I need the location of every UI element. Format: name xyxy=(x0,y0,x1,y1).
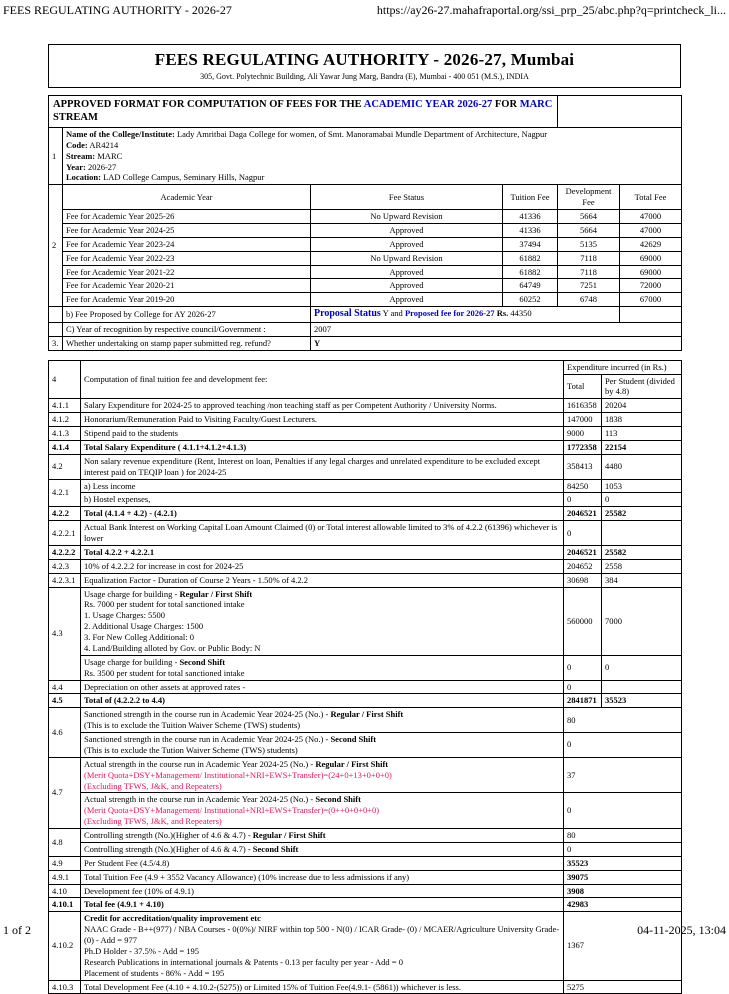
comp-row-4-2-1a xyxy=(49,479,682,493)
comp-total: 358413 xyxy=(564,454,602,479)
credit-line: Ph.D Holder - 37.5% - Add = 195 xyxy=(84,945,200,956)
fee-status: Approved xyxy=(311,223,503,237)
col-total-fee: Total Fee xyxy=(620,185,682,210)
institute-code-label: Code: xyxy=(66,139,88,150)
strength-line xyxy=(84,794,560,805)
strength-note: (This is to exclude the Tuition Waiver Scheme (TWS) students) xyxy=(84,720,301,731)
comp-no: 4.2 xyxy=(49,454,81,479)
print-header-url: https://ay26-27.mahafraportal.org/ssi_prp_25/abc.php?q=printcheck_li... xyxy=(376,3,726,17)
fee-year: Fee for Academic Year 2019-20 xyxy=(63,293,311,307)
comp-row-4-10-3 xyxy=(49,980,682,994)
print-footer-page-info: 1 of 2 xyxy=(3,923,31,937)
comp-row-4-2-3 xyxy=(49,559,682,573)
fee-development: 5135 xyxy=(558,237,620,251)
comp-value: 80 xyxy=(564,708,682,733)
comp-total: 0 xyxy=(564,680,602,694)
proposed-fee-row xyxy=(49,307,682,323)
usage-charge-shift: Second Shift xyxy=(179,656,226,667)
recognition-row-no-empty xyxy=(49,322,63,336)
credit-title: Credit for accreditation/quality improvement etc xyxy=(84,913,261,924)
col-total: Total xyxy=(564,374,602,399)
fee-year: Fee for Academic Year 2023-24 xyxy=(63,237,311,251)
comp-value: 42983 xyxy=(564,898,682,912)
comp-desc xyxy=(81,733,564,758)
comp-desc: Equalization Factor - Duration of Course 2 Years - 1.50% of 4.2.2 xyxy=(81,573,564,587)
comp-desc: Total Tuition Fee (4.9 + 3552 Vacancy Allowance) (10% increase due to less admissions if any) xyxy=(81,870,564,884)
undertaking-value: Y xyxy=(311,336,682,350)
institute-year-value: 2026-27 xyxy=(85,161,117,172)
credit-line: Placement of students - 86% - Add = 195 xyxy=(84,967,225,978)
institute-name-value: Lady Amritbai Daga College for women, of Smt. Manoramabai Mundle Department of Architecture, Nagpur xyxy=(174,128,548,139)
usage-charge-title-line xyxy=(84,657,560,668)
recognition-label: C) Year of recognition by respective council/Government : xyxy=(63,322,311,336)
institute-name-label: Name of the College/Institute: xyxy=(66,128,175,139)
usage-charge-line: 2. Additional Usage Charges: 1500 xyxy=(84,621,204,632)
comp-desc: Honorarium/Remuneration Paid to Visiting Faculty/Guest Lecturers. xyxy=(81,413,564,427)
fee-total: 47000 xyxy=(620,223,682,237)
comp-row-4-3-second-shift xyxy=(49,655,682,680)
comp-row-4-2-3-1 xyxy=(49,573,682,587)
comp-row-4-1-4 xyxy=(49,440,682,454)
fee-year: Fee for Academic Year 2024-25 xyxy=(63,223,311,237)
fee-status: Approved xyxy=(311,237,503,251)
comp-no: 4.3 xyxy=(49,587,81,680)
recognition-row xyxy=(49,322,682,336)
proposed-fee-label: b) Fee Proposed by College for AY 2026-27 xyxy=(63,307,311,323)
comp-per: 25582 xyxy=(602,545,682,559)
proposed-fee-row-no-empty xyxy=(49,307,63,323)
fee-tuition: 60252 xyxy=(503,293,558,307)
comp-total: 2046521 xyxy=(564,507,602,521)
fee-total: 67000 xyxy=(620,293,682,307)
comp-no: 4.7 xyxy=(49,757,81,828)
comp-no: 4.8 xyxy=(49,829,81,857)
strength-shift: Second Shift xyxy=(330,734,377,745)
institute-location-label: Location: xyxy=(66,172,101,183)
institute-year-line xyxy=(66,162,678,173)
comp-value: 80 xyxy=(564,829,682,843)
comp-desc xyxy=(81,842,564,856)
usage-charge-title-line xyxy=(84,589,560,600)
fee-year: Fee for Academic Year 2020-21 xyxy=(63,279,311,293)
approved-academic-year: ACADEMIC YEAR 2026-27 xyxy=(363,99,493,110)
approved-stream: MARC xyxy=(519,99,553,110)
fee-year: Fee for Academic Year 2025-26 xyxy=(63,210,311,224)
print-header xyxy=(3,3,726,18)
institute-name-line xyxy=(66,129,678,140)
approved-format-empty-cell xyxy=(558,96,682,128)
strength-shift: Second Shift xyxy=(252,843,299,854)
comp-no: 4.4 xyxy=(49,680,81,694)
comp-per: 1838 xyxy=(602,413,682,427)
comp-no: 4.2.3 xyxy=(49,559,81,573)
strength-note: (This is to exclude the Tution Waiver Scheme (TWS) students) xyxy=(84,744,298,755)
strength-text: Actual strength in the course run in Academic Year 2024-25 (No.) - xyxy=(84,758,316,769)
proposed-fee-for-label: Proposed fee for 2026-27 xyxy=(404,308,495,319)
col-fee-status: Fee Status xyxy=(311,185,503,210)
comp-per: 0 xyxy=(602,493,682,507)
comp-row-no: 4 xyxy=(49,360,81,399)
comp-total: 1616358 xyxy=(564,399,602,413)
fee-tuition: 41336 xyxy=(503,210,558,224)
comp-total: 2046521 xyxy=(564,545,602,559)
quota-breakup-line: (Merit Quota+DSY+Management/ Institutional+NRI+EWS+Transfer)=(24+0+13+0+0+0) xyxy=(84,769,392,780)
comp-no: 4.2.2.1 xyxy=(49,521,81,546)
comp-row-4-1-2 xyxy=(49,413,682,427)
comp-no: 4.1.2 xyxy=(49,413,81,427)
institute-code-value: AR4214 xyxy=(87,139,119,150)
col-tuition-fee: Tuition Fee xyxy=(503,185,558,210)
fee-history-row xyxy=(49,237,682,251)
comp-row-4-2-2-2 xyxy=(49,545,682,559)
usage-charge-line: 4. Land/Building alloted by Gov. or Public Body: N xyxy=(84,642,261,653)
comp-desc: Development fee (10% of 4.9.1) xyxy=(81,884,564,898)
fee-development: 6748 xyxy=(558,293,620,307)
comp-per: 1053 xyxy=(602,479,682,493)
computation-title: Computation of final tuition fee and development fee: xyxy=(81,360,564,399)
comp-desc xyxy=(81,829,564,843)
comp-row-4-2-2 xyxy=(49,507,682,521)
comp-no: 4.1.4 xyxy=(49,440,81,454)
comp-row-4-7-first-shift xyxy=(49,757,682,793)
usage-charge-line: Rs. 7000 per student for total sanctioned intake xyxy=(84,599,245,610)
comp-per: 0 xyxy=(602,655,682,680)
authority-address: 305, Govt. Polytechnic Building, Ali Yawar Jung Marg, Bandra (E), Mumbai - 400 051 (M.S.), INDIA xyxy=(200,72,529,81)
comp-total: 2841871 xyxy=(564,694,602,708)
institute-code-line xyxy=(66,140,678,151)
fee-history-header-row xyxy=(49,185,682,210)
fee-history-row xyxy=(49,293,682,307)
print-footer-datetime: 04-11-2025, 13:04 xyxy=(637,923,726,937)
fee-status: No Upward Revision xyxy=(311,251,503,265)
comp-no: 4.2.2.2 xyxy=(49,545,81,559)
strength-text: Actual strength in the course run in Academic Year 2024-25 (No.) - xyxy=(84,794,316,805)
col-per-student: Per Student (divided by 4.8) xyxy=(602,374,682,399)
fee-total: 47000 xyxy=(620,210,682,224)
institute-location-line xyxy=(66,172,678,183)
comp-per: 25582 xyxy=(602,507,682,521)
fee-history-row xyxy=(49,265,682,279)
comp-desc xyxy=(81,757,564,793)
comp-no: 4.9.1 xyxy=(49,870,81,884)
strength-shift: Second Shift xyxy=(315,794,361,805)
comp-per: 22154 xyxy=(602,440,682,454)
computation-header-row xyxy=(49,360,682,374)
fee-history-row xyxy=(49,223,682,237)
comp-row-4-2-2-1 xyxy=(49,521,682,546)
usage-charge-title: Usage charge for building - xyxy=(84,656,180,667)
comp-no: 4.2.2 xyxy=(49,507,81,521)
print-footer xyxy=(3,923,726,938)
comp-row-4-6-second-shift xyxy=(49,733,682,758)
usage-charge-title: Usage charge for building - xyxy=(84,588,180,599)
comp-no: 4.10.2 xyxy=(49,912,81,980)
comp-value: 39075 xyxy=(564,870,682,884)
comp-desc: Per Student Fee (4.5/4.8) xyxy=(81,856,564,870)
comp-per: 7000 xyxy=(602,587,682,655)
comp-desc: b) Hostel expenses, xyxy=(81,493,564,507)
usage-charge-line: Rs. 3500 per student for total sanctioned intake xyxy=(84,667,245,678)
fee-development: 7251 xyxy=(558,279,620,293)
strength-shift: Regular / First Shift xyxy=(315,758,389,769)
comp-no: 4.2.1 xyxy=(49,479,81,507)
fee-tuition: 37494 xyxy=(503,237,558,251)
fee-status: No Upward Revision xyxy=(311,210,503,224)
comp-no: 4.9 xyxy=(49,856,81,870)
excluding-note-line: (Excluding TFWS, J&K, and Repeaters) xyxy=(84,816,222,827)
comp-row-4-1-1 xyxy=(49,399,682,413)
fee-total: 69000 xyxy=(620,251,682,265)
credit-line: Research Publications in international journals & Patents - 0.13 per faculty per year - Add = 0 xyxy=(84,956,403,967)
fee-total: 72000 xyxy=(620,279,682,293)
authority-title-box xyxy=(48,44,681,88)
fee-history-row xyxy=(49,210,682,224)
comp-desc: Non salary revenue expenditure (Rent, Interest on loan, Penalties if any legal charges and unrelated expenditure to be excluded except interest paid on TEQIP loan ) for 2024-25 xyxy=(81,454,564,479)
comp-per xyxy=(602,680,682,694)
comp-desc xyxy=(81,793,564,829)
comp-value: 0 xyxy=(564,842,682,856)
institute-stream-line xyxy=(66,151,678,162)
comp-value: 0 xyxy=(564,733,682,758)
comp-row-4-7-second-shift xyxy=(49,793,682,829)
institute-location-value: LAD College Campus, Seminary Hills, Nagpur xyxy=(100,172,265,183)
proposal-status-label: Proposal Status xyxy=(314,308,381,320)
strength-line xyxy=(84,709,560,720)
institute-details-cell xyxy=(63,127,682,184)
strength-line xyxy=(84,759,560,770)
fee-total: 69000 xyxy=(620,265,682,279)
comp-per: 20204 xyxy=(602,399,682,413)
usage-charge-line: 3. For New Colleg Additional: 0 xyxy=(84,632,195,643)
comp-per: 113 xyxy=(602,427,682,441)
comp-row-4-2 xyxy=(49,454,682,479)
fee-status: Approved xyxy=(311,293,503,307)
approved-format-for: FOR xyxy=(492,99,520,110)
comp-row-4-10-1 xyxy=(49,898,682,912)
comp-desc: Total of (4.2.2.2 to 4.4) xyxy=(81,694,564,708)
excluding-note-line: (Excluding TFWS, J&K, and Repeaters) xyxy=(84,780,222,791)
fee-total: 42629 xyxy=(620,237,682,251)
fee-tuition: 61882 xyxy=(503,265,558,279)
comp-per: 384 xyxy=(602,573,682,587)
comp-no: 4.10.1 xyxy=(49,898,81,912)
comp-no: 4.6 xyxy=(49,708,81,758)
fee-history-row xyxy=(49,279,682,293)
document-sheet xyxy=(48,44,681,994)
comp-row-4-5 xyxy=(49,694,682,708)
fee-development: 5664 xyxy=(558,223,620,237)
col-academic-year: Academic Year xyxy=(63,185,311,210)
comp-row-4-2-1b xyxy=(49,493,682,507)
comp-value: 3908 xyxy=(564,884,682,898)
fee-approval-table xyxy=(48,95,682,351)
comp-row-4-6-first-shift xyxy=(49,708,682,733)
comp-total: 560000 xyxy=(564,587,602,655)
comp-total: 0 xyxy=(564,493,602,507)
comp-row-4-9-1 xyxy=(49,870,682,884)
comp-row-4-3-first-shift xyxy=(49,587,682,655)
comp-per: 2558 xyxy=(602,559,682,573)
proposed-fee-empty-cell xyxy=(620,307,682,323)
undertaking-row xyxy=(49,336,682,350)
comp-value: 5275 xyxy=(564,980,682,994)
fee-development: 7118 xyxy=(558,265,620,279)
comp-no: 4.10.3 xyxy=(49,980,81,994)
comp-total: 30698 xyxy=(564,573,602,587)
institute-stream-value: MARC xyxy=(95,150,123,161)
comp-value: 35523 xyxy=(564,856,682,870)
fee-tuition: 61882 xyxy=(503,251,558,265)
fee-status: Approved xyxy=(311,265,503,279)
strength-text: Controlling strength (No.)(Higher of 4.6 & 4.7) - xyxy=(84,830,253,841)
col-development-fee: Development Fee xyxy=(558,185,620,210)
fee-development: 5664 xyxy=(558,210,620,224)
fee-tuition: 41336 xyxy=(503,223,558,237)
undertaking-row-no: 3. xyxy=(49,336,63,350)
comp-total: 147000 xyxy=(564,413,602,427)
institute-stream-label: Stream: xyxy=(66,150,96,161)
fee-tuition: 64749 xyxy=(503,279,558,293)
approved-format-text: APPROVED FORMAT FOR COMPUTATION OF FEES FOR THE xyxy=(53,99,364,110)
comp-per: 4480 xyxy=(602,454,682,479)
comp-no: 4.5 xyxy=(49,694,81,708)
comp-desc: Total Development Fee (4.10 + 4.10.2-(5275)) or Limited 15% of Tuition Fee(4.9.1- (5861)) whichever is less. xyxy=(81,980,564,994)
strength-text: Controlling strength (No.)(Higher of 4.6 & 4.7) - xyxy=(84,843,253,854)
comp-desc: a) Less income xyxy=(81,479,564,493)
fee-history-row-no: 2 xyxy=(49,185,63,307)
comp-row-4-8-first-shift xyxy=(49,829,682,843)
comp-desc: Salary Expenditure for 2024-25 to approved teaching /non teaching staff as per Competent Authority / University Norms. xyxy=(81,399,564,413)
approved-format-stream-word: STREAM xyxy=(53,112,98,124)
fee-development: 7118 xyxy=(558,251,620,265)
undertaking-label: Whether undertaking on stamp paper submitted reg. refund? xyxy=(63,336,311,350)
fee-year: Fee for Academic Year 2022-23 xyxy=(63,251,311,265)
expenditure-header: Expenditure incurred (in Rs.) xyxy=(564,360,682,374)
comp-desc: Depreciation on other assets at approved rates - xyxy=(81,680,564,694)
comp-desc xyxy=(81,587,564,655)
institute-row xyxy=(49,127,682,184)
page-title: FEES REGULATING AUTHORITY - 2026-27, Mumbai xyxy=(154,50,575,69)
comp-total: 1772358 xyxy=(564,440,602,454)
comp-desc: Total 4.2.2 + 4.2.2.1 xyxy=(81,545,564,559)
comp-no: 4.1.3 xyxy=(49,427,81,441)
comp-value: 0 xyxy=(564,793,682,829)
comp-value: 1367 xyxy=(564,912,682,980)
comp-row-4-8-second-shift xyxy=(49,842,682,856)
comp-per xyxy=(602,521,682,546)
comp-desc: Total fee (4.9.1 + 4.10) xyxy=(81,898,564,912)
comp-total: 0 xyxy=(564,521,602,546)
comp-desc: 10% of 4.2.2.2 for increase in cost for 2024-25 xyxy=(81,559,564,573)
comp-no: 4.1.1 xyxy=(49,399,81,413)
recognition-value: 2007 xyxy=(311,322,682,336)
comp-desc: Total Salary Expenditure ( 4.1.1+4.1.2+4.1.3) xyxy=(81,440,564,454)
credit-line: NAAC Grade - B++(977) / NBA Courses - 0(0%)/ NIRF within top 500 - N(0) / ICAR Grade- (0) / MCAER/Agriculture University Grade- (0) - Add = 977 xyxy=(84,924,560,946)
comp-total: 204652 xyxy=(564,559,602,573)
institute-row-no: 1 xyxy=(49,127,63,184)
comp-value: 37 xyxy=(564,757,682,793)
usage-charge-line: 1. Usage Charges: 5500 xyxy=(84,610,166,621)
comp-row-4-10 xyxy=(49,884,682,898)
fee-year: Fee for Academic Year 2021-22 xyxy=(63,265,311,279)
institute-year-label: Year: xyxy=(66,161,86,172)
fee-status: Approved xyxy=(311,279,503,293)
comp-no: 4.10 xyxy=(49,884,81,898)
approved-format-cell xyxy=(49,96,558,128)
proposed-fee-amount: 44350 xyxy=(508,308,532,319)
comp-per: 35523 xyxy=(602,694,682,708)
comp-row-4-4 xyxy=(49,680,682,694)
comp-row-4-1-3 xyxy=(49,427,682,441)
fee-history-row xyxy=(49,251,682,265)
strength-text: Sanctioned strength in the course run in Academic Year 2024-25 (No.) - xyxy=(84,734,331,745)
approved-format-row xyxy=(49,96,682,128)
strength-line xyxy=(84,734,560,745)
computation-table xyxy=(48,360,682,994)
strength-shift: Regular / First Shift xyxy=(330,709,404,720)
comp-no: 4.2.3.1 xyxy=(49,573,81,587)
comp-desc xyxy=(81,655,564,680)
quota-breakup-line: (Merit Quota+DSY+Management/ Institutional+NRI+EWS+Transfer)=(0++0+0+0+0) xyxy=(84,805,380,816)
comp-total: 0 xyxy=(564,655,602,680)
comp-desc: Stipend paid to the students xyxy=(81,427,564,441)
strength-shift: Regular / First Shift xyxy=(252,830,326,841)
proposed-fee-value-cell xyxy=(311,307,620,323)
comp-desc xyxy=(81,708,564,733)
comp-row-4-9 xyxy=(49,856,682,870)
comp-desc: Total (4.1.4 + 4.2) - (4.2.1) xyxy=(81,507,564,521)
usage-charge-shift: Regular / First Shift xyxy=(179,588,253,599)
comp-total: 84250 xyxy=(564,479,602,493)
comp-desc: Actual Bank Interest on Working Capital Loan Amount Claimed (0) or Total interest allowable limited to 3% of 4.2.2 (61396) whichever is lower xyxy=(81,521,564,546)
strength-text: Sanctioned strength in the course run in Academic Year 2024-25 (No.) - xyxy=(84,709,331,720)
proposed-fee-rs-label: Rs. xyxy=(494,308,509,319)
print-header-title: FEES REGULATING AUTHORITY - 2026-27 xyxy=(3,3,232,17)
proposal-status-value: Y and xyxy=(380,308,405,319)
comp-total: 9000 xyxy=(564,427,602,441)
